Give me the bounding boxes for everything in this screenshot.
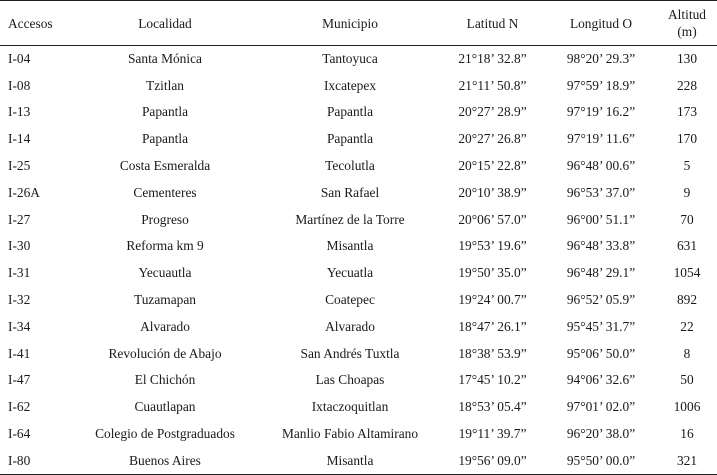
- header-municipio: Municipio: [322, 15, 378, 31]
- cell-localidad: Papantla: [141, 104, 189, 120]
- table-row: [0, 287, 717, 314]
- cell-acceso: I-04: [0, 46, 70, 73]
- cell-altitud: 8: [683, 345, 691, 361]
- cell-acceso: I-27: [8, 211, 31, 227]
- cell-latitud: 18°47’ 26.1”: [458, 318, 527, 334]
- cell-longitud: 96°48’ 33.8”: [566, 238, 636, 254]
- cell-altitud: 170: [676, 131, 698, 147]
- table-row: [0, 126, 717, 153]
- cell-latitud: 19°24’ 00.7”: [458, 292, 527, 308]
- header-longitud: Longitud O: [569, 15, 633, 31]
- cell-longitud: 95°06’ 50.0”: [566, 345, 636, 361]
- cell-altitud: 50: [680, 372, 694, 388]
- table-row: [0, 421, 717, 448]
- cell-localidad: Costa Esmeralda: [119, 158, 211, 174]
- cell-altitud: 228: [676, 77, 698, 93]
- cell-municipio: Misantla: [326, 238, 374, 254]
- cell-latitud: 20°15’ 22.8”: [458, 158, 527, 174]
- cell-longitud: 95°50’ 00.0”: [545, 447, 657, 474]
- cell-localidad: Cuautlapan: [134, 399, 196, 415]
- cell-longitud: 97°01’ 02.0”: [566, 399, 636, 415]
- cell-municipio: San Rafael: [320, 184, 380, 200]
- cell-localidad: Buenos Aires: [70, 447, 260, 474]
- cell-localidad: Alvarado: [140, 318, 190, 334]
- cell-municipio: Coatepec: [325, 292, 375, 308]
- cell-latitud: 19°56’ 09.0”: [440, 447, 545, 474]
- cell-latitud: 20°27’ 28.9”: [458, 104, 527, 120]
- cell-latitud: 20°06’ 57.0”: [458, 211, 527, 227]
- cell-municipio: Misantla: [260, 447, 440, 474]
- cell-longitud: 96°00’ 51.1”: [566, 211, 636, 227]
- cell-localidad: El Chichón: [134, 372, 196, 388]
- table-row: [0, 72, 717, 99]
- cell-municipio: Papantla: [326, 104, 374, 120]
- cell-acceso: I-64: [8, 426, 31, 442]
- cell-localidad: Colegio de Postgraduados: [95, 426, 235, 442]
- cell-altitud: 9: [683, 184, 691, 200]
- table-row: [0, 260, 717, 287]
- table-row: [0, 206, 717, 233]
- cell-altitud: 130: [657, 46, 717, 73]
- cell-longitud: 96°48’ 29.1”: [566, 265, 636, 281]
- cell-latitud: 19°53’ 19.6”: [458, 238, 527, 254]
- cell-latitud: 21°11’ 50.8”: [458, 77, 527, 93]
- header-altitud: [657, 1, 717, 46]
- cell-acceso: I-25: [8, 158, 31, 174]
- cell-acceso: I-14: [8, 131, 31, 147]
- cell-longitud: 96°48’ 00.6”: [566, 158, 636, 174]
- cell-acceso: I-41: [8, 345, 31, 361]
- cell-longitud: 98°20’ 29.3”: [545, 46, 657, 73]
- table-row: [0, 99, 717, 126]
- table-row: [0, 46, 717, 73]
- cell-longitud: 94°06’ 32.6”: [566, 372, 636, 388]
- table-row: [0, 233, 717, 260]
- header-altitud-label: Altitud: [668, 7, 706, 22]
- cell-altitud: 173: [676, 104, 698, 120]
- cell-municipio: Tecolutla: [325, 158, 375, 174]
- header-localidad: Localidad: [138, 15, 192, 31]
- cell-acceso: I-62: [8, 399, 31, 415]
- table-header: [0, 1, 717, 46]
- cell-latitud: 18°38’ 53.9”: [458, 345, 527, 361]
- cell-acceso: I-08: [8, 77, 31, 93]
- cell-altitud: 5: [683, 158, 691, 174]
- cell-latitud: 19°50’ 35.0”: [458, 265, 527, 281]
- cell-latitud: 19°11’ 39.7”: [458, 426, 527, 442]
- cell-municipio: Ixcatepex: [323, 77, 377, 93]
- cell-localidad: Reforma km 9: [126, 238, 204, 254]
- cell-altitud: 16: [680, 426, 694, 442]
- cell-longitud: 97°59’ 18.9”: [566, 77, 636, 93]
- cell-municipio: Yecuatla: [326, 265, 374, 281]
- table-row: [0, 179, 717, 206]
- cell-longitud: 96°52’ 05.9”: [566, 292, 636, 308]
- cell-longitud: 97°19’ 16.2”: [566, 104, 636, 120]
- cell-latitud: 20°27’ 26.8”: [458, 131, 527, 147]
- cell-longitud: 95°45’ 31.7”: [566, 318, 636, 334]
- cell-altitud: 631: [676, 238, 698, 254]
- table-row: [0, 367, 717, 394]
- cell-municipio: Ixtaczoquitlan: [311, 399, 389, 415]
- cell-acceso: I-34: [8, 318, 31, 334]
- cell-acceso: I-47: [8, 372, 31, 388]
- cell-municipio: Martínez de la Torre: [295, 211, 405, 227]
- cell-altitud: 70: [680, 211, 694, 227]
- table-row: [0, 340, 717, 367]
- cell-latitud: 18°53’ 05.4”: [458, 399, 527, 415]
- cell-longitud: 97°19’ 11.6”: [567, 131, 635, 147]
- cell-acceso: I-30: [8, 238, 31, 254]
- cell-localidad: Papantla: [141, 131, 189, 147]
- cell-localidad: Tuzamapan: [134, 292, 196, 308]
- cell-municipio: San Andrés Tuxtla: [300, 345, 400, 361]
- cell-latitud: 20°10’ 38.9”: [458, 184, 527, 200]
- cell-municipio: Alvarado: [325, 318, 375, 334]
- header-altitud-unit: (m): [677, 24, 697, 39]
- cell-localidad: Cementeres: [133, 184, 197, 200]
- table-row: [0, 447, 717, 474]
- cell-longitud: 96°20’ 38.0”: [566, 426, 636, 442]
- cell-acceso: I-26A: [8, 184, 40, 200]
- cell-acceso: I-31: [8, 265, 31, 281]
- cell-localidad: Tzitlan: [146, 77, 184, 93]
- header-latitud: Latitud N: [466, 15, 519, 31]
- table-row: [0, 394, 717, 421]
- cell-acceso: I-13: [8, 104, 31, 120]
- cell-altitud: 22: [680, 318, 694, 334]
- cell-altitud: 321: [657, 447, 717, 474]
- cell-acceso: I-80: [0, 447, 70, 474]
- cell-latitud: 21°18’ 32.8”: [440, 46, 545, 73]
- cell-altitud: 1054: [673, 265, 701, 281]
- cell-municipio: Las Choapas: [315, 372, 385, 388]
- cell-latitud: 17°45’ 10.2”: [458, 372, 527, 388]
- table-body: [0, 46, 717, 475]
- cell-localidad: Santa Mónica: [70, 46, 260, 73]
- cell-municipio: Manlio Fabio Altamirano: [281, 426, 419, 442]
- cell-altitud: 1006: [673, 399, 701, 415]
- cell-localidad: Yecuautla: [138, 265, 192, 281]
- header-accesos: Accesos: [8, 15, 53, 31]
- cell-longitud: 96°53’ 37.0”: [566, 184, 636, 200]
- table-row: [0, 153, 717, 180]
- cell-acceso: I-32: [8, 292, 31, 308]
- cell-municipio: Papantla: [326, 131, 374, 147]
- cell-altitud: 892: [676, 292, 698, 308]
- table-row: [0, 313, 717, 340]
- cell-localidad: Revolución de Abajo: [108, 345, 222, 361]
- cell-localidad: Progreso: [141, 211, 189, 227]
- cell-municipio: Tantoyuca: [260, 46, 440, 73]
